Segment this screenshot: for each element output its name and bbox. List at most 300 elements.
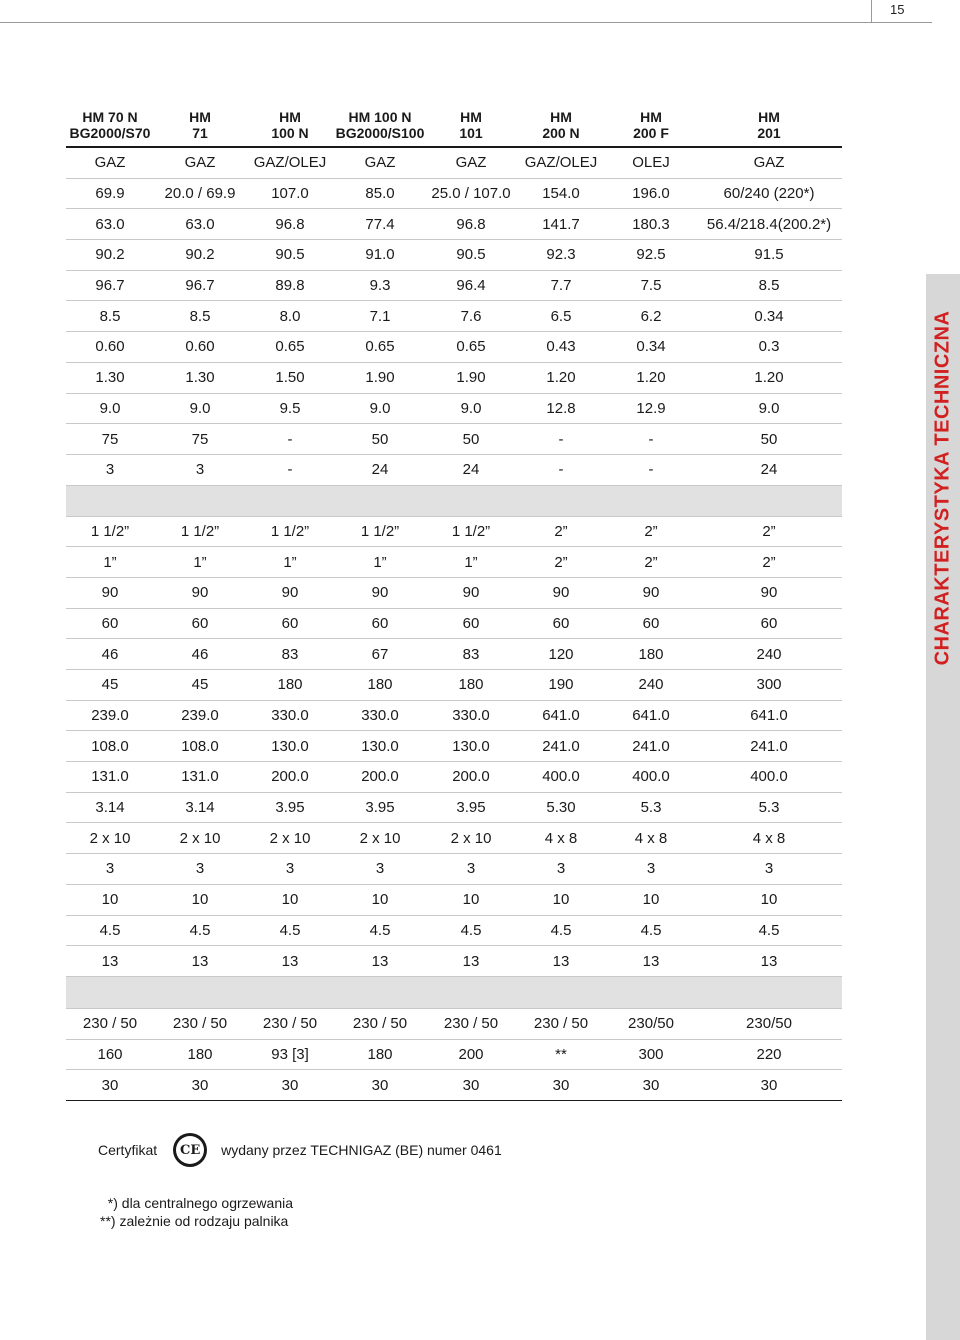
section-band-cell xyxy=(66,976,842,1008)
table-cell: 50 xyxy=(696,424,842,455)
table-cell: 67 xyxy=(334,639,426,670)
table-row xyxy=(66,1039,842,1070)
table-cell: 240 xyxy=(606,670,696,701)
table-cell: 0.34 xyxy=(696,301,842,332)
table-cell: 13 xyxy=(606,946,696,977)
header-divider xyxy=(871,0,872,22)
table-cell: 10 xyxy=(426,884,516,915)
table-cell: 8.5 xyxy=(66,301,154,332)
table-cell: 60 xyxy=(154,608,246,639)
table-cell: 0.60 xyxy=(66,332,154,363)
table-cell: 2” xyxy=(516,547,606,578)
table-cell: 9.0 xyxy=(154,393,246,424)
table-cell: 4.5 xyxy=(334,915,426,946)
table-cell: 2” xyxy=(606,547,696,578)
column-header xyxy=(516,104,606,147)
table-cell: 131.0 xyxy=(154,762,246,793)
table-cell: 90.5 xyxy=(426,240,516,271)
table-cell: 108.0 xyxy=(154,731,246,762)
table-cell: 9.0 xyxy=(334,393,426,424)
table-row xyxy=(66,854,842,885)
footnotes xyxy=(100,1194,293,1230)
table-cell: 10 xyxy=(246,884,334,915)
table-cell: 4.5 xyxy=(696,915,842,946)
table-cell: 63.0 xyxy=(154,209,246,240)
table-cell: 92.5 xyxy=(606,240,696,271)
table-cell: 83 xyxy=(246,639,334,670)
table-cell: 107.0 xyxy=(246,178,334,209)
column-header xyxy=(426,104,516,147)
column-header-line: BG2000/S70 xyxy=(69,125,151,141)
table-row xyxy=(66,424,842,455)
table-row xyxy=(66,1008,842,1039)
column-header-line: 201 xyxy=(757,125,781,141)
table-cell: 96.7 xyxy=(66,270,154,301)
table-cell: 5.3 xyxy=(696,792,842,823)
table-cell: 3 xyxy=(66,854,154,885)
table-cell: 9.0 xyxy=(696,393,842,424)
table-cell: 2” xyxy=(516,516,606,547)
table-cell: 77.4 xyxy=(334,209,426,240)
table-cell: 30 xyxy=(154,1070,246,1101)
table-row xyxy=(66,731,842,762)
table-cell: 300 xyxy=(606,1039,696,1070)
table-cell: 4 x 8 xyxy=(516,823,606,854)
table-cell: 30 xyxy=(516,1070,606,1101)
table-cell: 60 xyxy=(334,608,426,639)
table-cell: 3.95 xyxy=(426,792,516,823)
table-cell: 230 / 50 xyxy=(334,1008,426,1039)
table-cell: 180 xyxy=(246,670,334,701)
table-cell: 4.5 xyxy=(246,915,334,946)
table-cell: GAZ/OLEJ xyxy=(246,147,334,178)
table-cell: 220 xyxy=(696,1039,842,1070)
table-cell: 241.0 xyxy=(606,731,696,762)
table-row xyxy=(66,577,842,608)
table-cell: 3 xyxy=(606,854,696,885)
table-cell: 4.5 xyxy=(516,915,606,946)
table-cell: 120 xyxy=(516,639,606,670)
table-cell: 1” xyxy=(426,547,516,578)
table-row xyxy=(66,209,842,240)
table-cell: 75 xyxy=(154,424,246,455)
table-cell: 4.5 xyxy=(154,915,246,946)
table-cell: 0.34 xyxy=(606,332,696,363)
table-cell: 200.0 xyxy=(246,762,334,793)
table-cell: 180 xyxy=(154,1039,246,1070)
table-cell: 4 x 8 xyxy=(606,823,696,854)
table-cell: 2 x 10 xyxy=(426,823,516,854)
column-header-line: HM xyxy=(460,109,482,125)
footnote-1: *) dla centralnego ogrzewania xyxy=(100,1195,294,1211)
table-cell: 9.5 xyxy=(246,393,334,424)
ce-mark-icon xyxy=(173,1133,207,1167)
table-row xyxy=(66,547,842,578)
section-band xyxy=(66,485,842,516)
table-cell: 0.65 xyxy=(334,332,426,363)
table-cell: 2” xyxy=(696,547,842,578)
page-header xyxy=(0,0,932,22)
table-cell: 90 xyxy=(606,577,696,608)
table-cell: 30 xyxy=(246,1070,334,1101)
column-header xyxy=(154,104,246,147)
table-cell: 2 x 10 xyxy=(334,823,426,854)
table-cell: - xyxy=(516,424,606,455)
table-cell: 0.65 xyxy=(246,332,334,363)
table-cell: 3 xyxy=(154,454,246,485)
table-header-row xyxy=(66,104,842,147)
column-header xyxy=(696,104,842,147)
table-cell: 154.0 xyxy=(516,178,606,209)
table-cell: 13 xyxy=(516,946,606,977)
table-cell: 330.0 xyxy=(246,700,334,731)
table-cell: 300 xyxy=(696,670,842,701)
table-cell: 3 xyxy=(696,854,842,885)
table-cell: 240 xyxy=(696,639,842,670)
table-cell: OLEJ xyxy=(606,147,696,178)
table-cell: 230/50 xyxy=(606,1008,696,1039)
table-cell: GAZ xyxy=(154,147,246,178)
table-cell: 90 xyxy=(426,577,516,608)
table-row xyxy=(66,884,842,915)
table-cell: GAZ xyxy=(696,147,842,178)
ce-mark-text: CE xyxy=(176,1136,204,1164)
column-header-line: HM 100 N xyxy=(348,109,412,125)
table-row xyxy=(66,393,842,424)
table-cell: 196.0 xyxy=(606,178,696,209)
column-header-line: 100 N xyxy=(271,125,309,141)
table-cell: 2” xyxy=(606,516,696,547)
table-cell: 25.0 / 107.0 xyxy=(426,178,516,209)
column-header-line: 200 N xyxy=(542,125,580,141)
table-row xyxy=(66,362,842,393)
table-cell: 3 xyxy=(516,854,606,885)
column-header xyxy=(66,104,154,147)
table-cell: 10 xyxy=(606,884,696,915)
table-cell: GAZ xyxy=(334,147,426,178)
table-cell: 2” xyxy=(696,516,842,547)
table-cell: 1” xyxy=(66,547,154,578)
table-cell: 20.0 / 69.9 xyxy=(154,178,246,209)
table-cell: 24 xyxy=(426,454,516,485)
table-cell: GAZ/OLEJ xyxy=(516,147,606,178)
table-cell: 83 xyxy=(426,639,516,670)
table-row xyxy=(66,639,842,670)
certificate-issuer: wydany przez TECHNIGAZ (BE) numer 0461 xyxy=(221,1142,502,1158)
table-row xyxy=(66,240,842,271)
table-cell: 24 xyxy=(696,454,842,485)
table-cell: 89.8 xyxy=(246,270,334,301)
table-cell: 9.0 xyxy=(426,393,516,424)
table-cell: - xyxy=(606,454,696,485)
table-cell: 1.90 xyxy=(426,362,516,393)
table-cell: 13 xyxy=(334,946,426,977)
table-cell: 1.90 xyxy=(334,362,426,393)
table-cell: 45 xyxy=(66,670,154,701)
table-cell: 5.30 xyxy=(516,792,606,823)
table-cell: 1.30 xyxy=(154,362,246,393)
table-cell: 13 xyxy=(696,946,842,977)
table-cell: 1” xyxy=(334,547,426,578)
table-cell: 141.7 xyxy=(516,209,606,240)
table-cell: 9.3 xyxy=(334,270,426,301)
column-header-line: BG2000/S100 xyxy=(335,125,425,141)
table-cell: 90 xyxy=(154,577,246,608)
table-cell: 60 xyxy=(246,608,334,639)
table-cell: 90 xyxy=(696,577,842,608)
table-cell: 60 xyxy=(516,608,606,639)
table-cell: 96.7 xyxy=(154,270,246,301)
table-cell: 1 1/2” xyxy=(154,516,246,547)
table-cell: 180 xyxy=(426,670,516,701)
table-cell: 239.0 xyxy=(154,700,246,731)
table-cell: 90 xyxy=(334,577,426,608)
table-cell: 63.0 xyxy=(66,209,154,240)
table-row xyxy=(66,454,842,485)
table-cell: 8.0 xyxy=(246,301,334,332)
table-cell: 7.7 xyxy=(516,270,606,301)
table-cell: 4 x 8 xyxy=(696,823,842,854)
table-cell: 8.5 xyxy=(696,270,842,301)
table-cell: 30 xyxy=(334,1070,426,1101)
technical-specs-table xyxy=(66,104,842,1101)
table-cell: 641.0 xyxy=(696,700,842,731)
table-cell: 0.65 xyxy=(426,332,516,363)
table-cell: 4.5 xyxy=(606,915,696,946)
footnote-2: **) zależnie od rodzaju palnika xyxy=(100,1213,289,1229)
table-cell: 96.8 xyxy=(426,209,516,240)
table-row xyxy=(66,762,842,793)
table-cell: 50 xyxy=(334,424,426,455)
table-cell: 180 xyxy=(606,639,696,670)
table-cell: 1.20 xyxy=(606,362,696,393)
column-header-line: HM xyxy=(279,109,301,125)
table-cell: 2 x 10 xyxy=(66,823,154,854)
table-cell: 400.0 xyxy=(606,762,696,793)
table-cell: 45 xyxy=(154,670,246,701)
table-cell: - xyxy=(246,454,334,485)
table-cell: 1.30 xyxy=(66,362,154,393)
table-cell: 180.3 xyxy=(606,209,696,240)
table-row xyxy=(66,792,842,823)
table-cell: 13 xyxy=(246,946,334,977)
column-header-line: HM xyxy=(189,109,211,125)
table-row xyxy=(66,946,842,977)
table-cell: 3 xyxy=(334,854,426,885)
table-cell: 10 xyxy=(334,884,426,915)
table-cell: 3 xyxy=(154,854,246,885)
table-cell: ** xyxy=(516,1039,606,1070)
table-cell: 1 1/2” xyxy=(426,516,516,547)
table-cell: 241.0 xyxy=(516,731,606,762)
table-row xyxy=(66,516,842,547)
column-header-line: HM xyxy=(640,109,662,125)
table-cell: 2 x 10 xyxy=(246,823,334,854)
table-cell: 130.0 xyxy=(334,731,426,762)
column-header xyxy=(246,104,334,147)
column-header-line: HM xyxy=(758,109,780,125)
table-cell: 85.0 xyxy=(334,178,426,209)
table-cell: 60 xyxy=(696,608,842,639)
table-cell: 1 1/2” xyxy=(66,516,154,547)
table-cell: 9.0 xyxy=(66,393,154,424)
table-cell: 13 xyxy=(66,946,154,977)
table-cell: 3.95 xyxy=(246,792,334,823)
table-cell: 90 xyxy=(516,577,606,608)
table-cell: 160 xyxy=(66,1039,154,1070)
table-cell: 230/50 xyxy=(696,1008,842,1039)
table-cell: 190 xyxy=(516,670,606,701)
table-cell: 8.5 xyxy=(154,301,246,332)
table-cell: 10 xyxy=(66,884,154,915)
table-row xyxy=(66,823,842,854)
column-header xyxy=(334,104,426,147)
table-cell: 108.0 xyxy=(66,731,154,762)
table-row xyxy=(66,670,842,701)
table-cell: GAZ xyxy=(66,147,154,178)
table-cell: 1 1/2” xyxy=(334,516,426,547)
column-header-line: 200 F xyxy=(633,125,669,141)
table-row xyxy=(66,700,842,731)
table-cell: 2 x 10 xyxy=(154,823,246,854)
table-cell: 131.0 xyxy=(66,762,154,793)
table-cell: 1.50 xyxy=(246,362,334,393)
table-cell: 12.9 xyxy=(606,393,696,424)
table-cell: 3.14 xyxy=(154,792,246,823)
table-cell: 0.3 xyxy=(696,332,842,363)
table-cell: 400.0 xyxy=(696,762,842,793)
table-cell: 1.20 xyxy=(696,362,842,393)
table-cell: 1” xyxy=(154,547,246,578)
table-cell: 230 / 50 xyxy=(516,1008,606,1039)
table-cell: 230 / 50 xyxy=(154,1008,246,1039)
table-cell: 200 xyxy=(426,1039,516,1070)
certificate-line xyxy=(98,1132,502,1168)
table-cell: 50 xyxy=(426,424,516,455)
page-number: 15 xyxy=(890,2,905,17)
column-header-line: 101 xyxy=(459,125,483,141)
table-cell: 92.3 xyxy=(516,240,606,271)
table-cell: 7.1 xyxy=(334,301,426,332)
table-row xyxy=(66,147,842,178)
table-cell: - xyxy=(246,424,334,455)
table-cell: 60/240 (220*) xyxy=(696,178,842,209)
table-cell: 200.0 xyxy=(334,762,426,793)
certificate-label: Certyfikat xyxy=(98,1142,158,1158)
table-cell: 641.0 xyxy=(516,700,606,731)
table-cell: 6.2 xyxy=(606,301,696,332)
table-row xyxy=(66,332,842,363)
table-cell: 90 xyxy=(66,577,154,608)
table-cell: 241.0 xyxy=(696,731,842,762)
table-cell: 180 xyxy=(334,670,426,701)
table-cell: - xyxy=(516,454,606,485)
table-cell: 1.20 xyxy=(516,362,606,393)
table-cell: 30 xyxy=(426,1070,516,1101)
table-cell: 10 xyxy=(516,884,606,915)
table-cell: 60 xyxy=(426,608,516,639)
table-cell: 6.5 xyxy=(516,301,606,332)
table-cell: 3.95 xyxy=(334,792,426,823)
column-header xyxy=(606,104,696,147)
table-cell: 230 / 50 xyxy=(66,1008,154,1039)
table-cell: 1” xyxy=(246,547,334,578)
table-cell: 90 xyxy=(246,577,334,608)
table-cell: 400.0 xyxy=(516,762,606,793)
table-cell: 13 xyxy=(426,946,516,977)
table-cell: 1 1/2” xyxy=(246,516,334,547)
table-cell: 60 xyxy=(66,608,154,639)
table-cell: 90.2 xyxy=(154,240,246,271)
section-band-cell xyxy=(66,485,842,516)
table-cell: 130.0 xyxy=(426,731,516,762)
table-row xyxy=(66,608,842,639)
table-cell: 69.9 xyxy=(66,178,154,209)
table-cell: 200.0 xyxy=(426,762,516,793)
table-cell: 10 xyxy=(696,884,842,915)
table-cell: 239.0 xyxy=(66,700,154,731)
section-band xyxy=(66,976,842,1008)
table-cell: 3.14 xyxy=(66,792,154,823)
table-cell: 3 xyxy=(246,854,334,885)
table-cell: 46 xyxy=(66,639,154,670)
table-cell: 330.0 xyxy=(426,700,516,731)
table-cell: 180 xyxy=(334,1039,426,1070)
side-tab-label: CHARAKTERYSTYKA TECHNICZNA xyxy=(931,310,954,666)
table-cell: 5.3 xyxy=(606,792,696,823)
table-cell: 3 xyxy=(426,854,516,885)
table-cell: 13 xyxy=(154,946,246,977)
table-cell: 91.0 xyxy=(334,240,426,271)
header-rule xyxy=(0,22,932,23)
table-cell: 96.8 xyxy=(246,209,334,240)
column-header-line: HM 70 N xyxy=(82,109,138,125)
table-cell: 330.0 xyxy=(334,700,426,731)
table-cell: 96.4 xyxy=(426,270,516,301)
table-cell: - xyxy=(606,424,696,455)
table-cell: 7.5 xyxy=(606,270,696,301)
table-cell: 641.0 xyxy=(606,700,696,731)
table-cell: 230 / 50 xyxy=(426,1008,516,1039)
table-cell: 30 xyxy=(606,1070,696,1101)
table-row xyxy=(66,1070,842,1101)
table-cell: 60 xyxy=(606,608,696,639)
table-row xyxy=(66,301,842,332)
table-cell: 24 xyxy=(334,454,426,485)
table-row xyxy=(66,915,842,946)
table-cell: 91.5 xyxy=(696,240,842,271)
table-row xyxy=(66,270,842,301)
table-cell: 75 xyxy=(66,424,154,455)
table-cell: 12.8 xyxy=(516,393,606,424)
table-cell: 0.60 xyxy=(154,332,246,363)
table-cell: 4.5 xyxy=(66,915,154,946)
table-cell: 90.5 xyxy=(246,240,334,271)
table-cell: 0.43 xyxy=(516,332,606,363)
table-cell: 30 xyxy=(696,1070,842,1101)
table-cell: 7.6 xyxy=(426,301,516,332)
table-row xyxy=(66,178,842,209)
table-cell: GAZ xyxy=(426,147,516,178)
table-cell: 130.0 xyxy=(246,731,334,762)
table-cell: 93 [3] xyxy=(246,1039,334,1070)
table-cell: 10 xyxy=(154,884,246,915)
table-cell: 230 / 50 xyxy=(246,1008,334,1039)
table-cell: 4.5 xyxy=(426,915,516,946)
table-cell: 30 xyxy=(66,1070,154,1101)
table-cell: 90.2 xyxy=(66,240,154,271)
table-cell: 46 xyxy=(154,639,246,670)
